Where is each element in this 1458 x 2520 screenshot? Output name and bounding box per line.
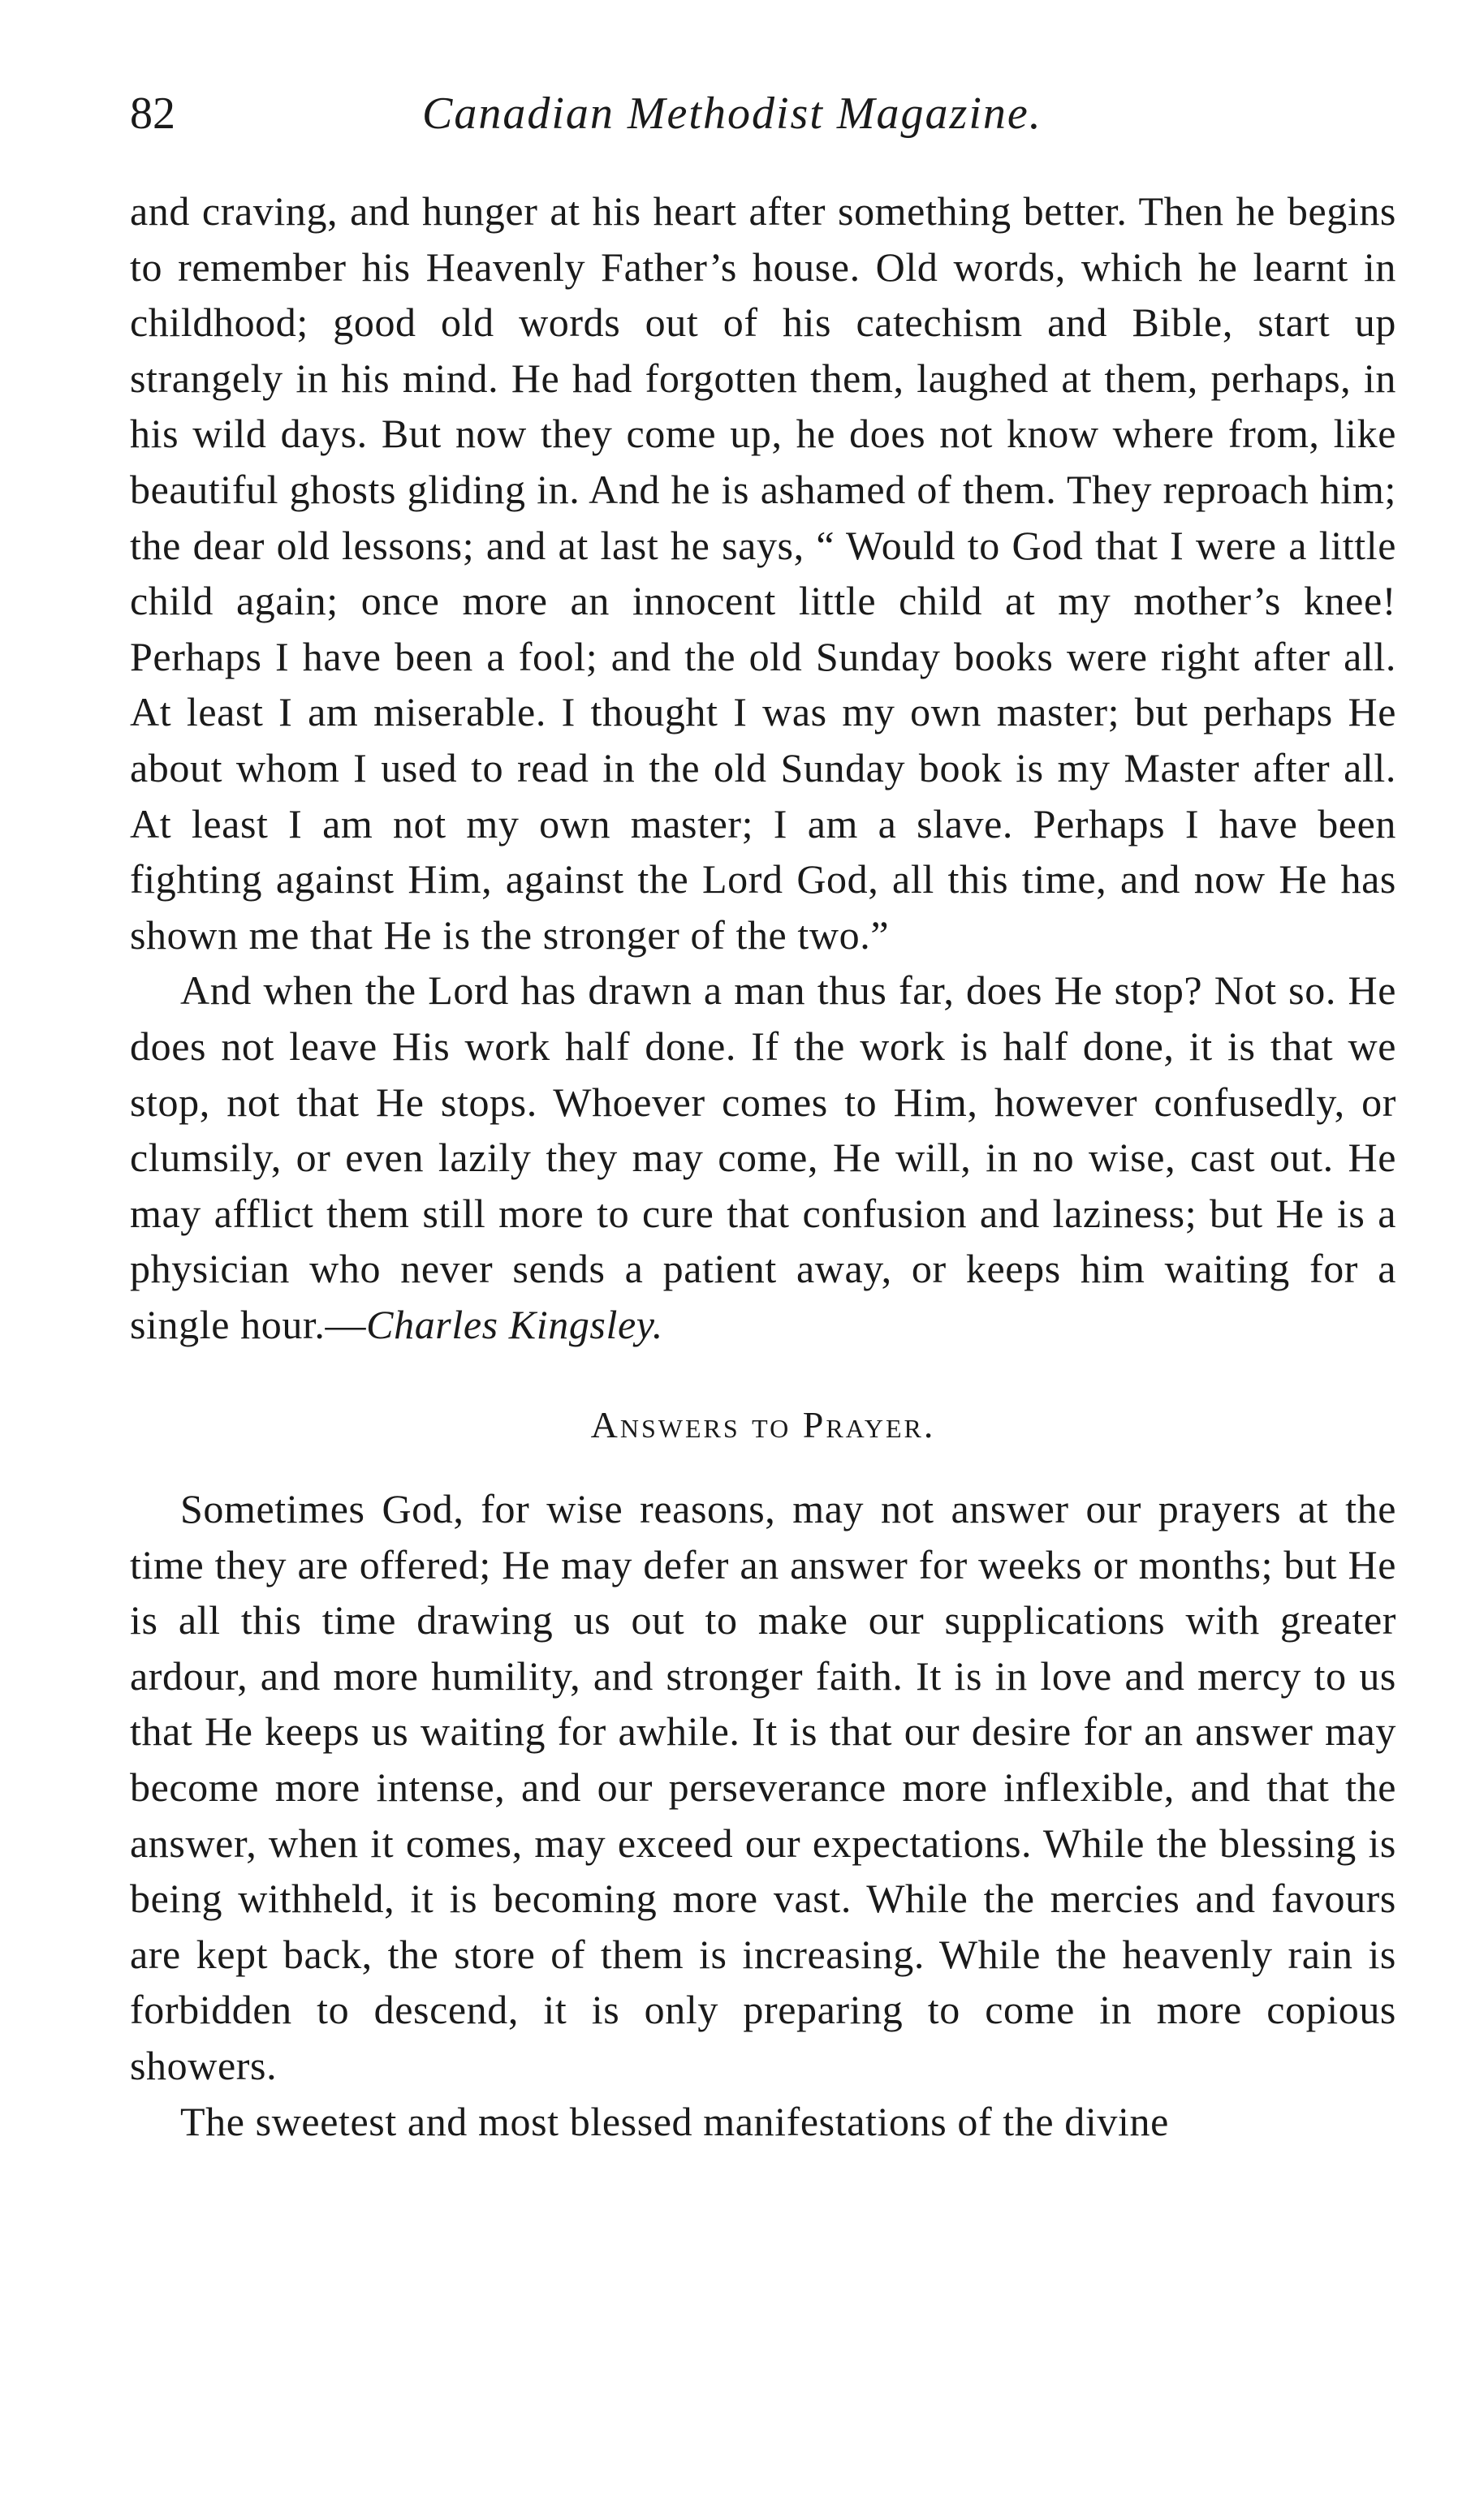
section-heading: Answers to Prayer.	[590, 1404, 936, 1446]
attribution: Charles Kingsley.	[366, 1301, 663, 1347]
paragraph-final: The sweetest and most blessed manifestations of the divine	[180, 2098, 1169, 2144]
paragraph-continuation: and craving, and hunger at his heart after something better. Then he begins to remember his Heavenly Father’s house. Old words, which he learnt in childhood; good old words out of his catechism and Bible, start up strangely in his mind. He had forgotten them, laughed at them, perhaps, in his wild days. But now they come up, he does not know where from, like beautiful ghosts gliding in. And he is ashamed of them. They reproach him; the dear old lessons; and at last he says, “ Would to God that I were a little child again; once more an innocent little child at my mother’s knee! Perhaps I have been a fool; and the old Sunday books were right after all. At least I am miserable. I thought I was my own master; but perhaps He about whom I used to read in the old Sunday book is my Master after all. At least I am not my own master; I am a slave. Perhaps I have been fighting against Him, against the Lord God, all this time, and now He has shown me that He is the stronger of the two.”	[130, 188, 1396, 958]
page-header	[130, 88, 1396, 153]
body-text	[130, 183, 1396, 2149]
running-title: Canadian Methodist Magazine.	[422, 88, 1042, 139]
paragraph-answers: Sometimes God, for wise reasons, may not answer our prayers at the time they are offered; He may defer an answer for weeks or months; but He is all this time drawing us out to make our supplications with greater ardour, and more humility, and stronger faith. It is in love and mercy to us that He keeps us waiting for awhile. It is that our desire for an answer may become more intense, and our perseverance more inflexible, and that the answer, when it comes, may exceed our expectations. While the blessing is being withheld, it is becoming more vast. While the mercies and favours are kept back, the store of them is increasing. While the heavenly rain is forbidden to descend, it is only preparing to come in more copious showers.	[130, 1486, 1396, 2088]
page-number: 82	[130, 88, 175, 139]
paragraph-kingsley-text: And when the Lord has drawn a man thus far, does He stop? Not so. He does not leave His work half done. If the work is half done, it is that we stop, not that He stops. Whoever comes to Him, however confusedly, or clumsily, or even lazily they may come, He will, in no wise, cast out. He may afflict them still more to cure that confusion and laziness; but He is a physician who never sends a patient away, or keeps him waiting for a single hour.—	[130, 967, 1396, 1347]
paragraph-kingsley	[130, 963, 1396, 1352]
